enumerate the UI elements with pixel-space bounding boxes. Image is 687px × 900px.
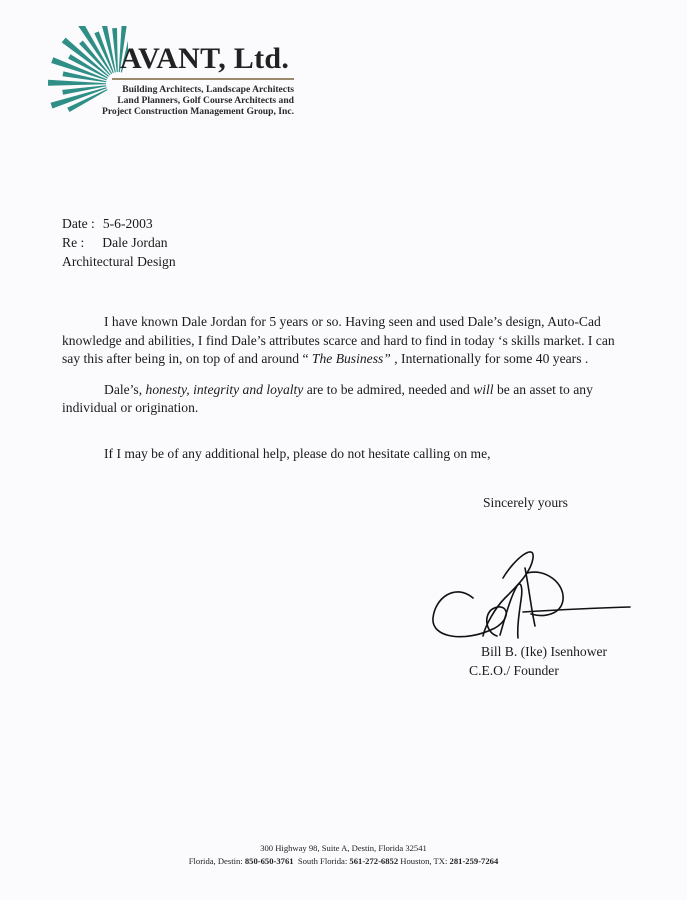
footer-address: 300 Highway 98, Suite A, Destin, Florida 32541 <box>260 843 427 853</box>
houston-phone: 281-259-7264 <box>449 856 499 866</box>
date-value: 5-6-2003 <box>102 216 153 231</box>
p2-italic: honesty, integrity and loyalty <box>145 381 304 397</box>
letter-body <box>62 313 622 476</box>
south-florida-phone: 561-272-6852 <box>349 856 399 866</box>
body-paragraph-3: If I may be of any additional help, please do not hesitate calling on me, <box>104 445 491 461</box>
company-tagline <box>84 84 294 118</box>
p2-middle: are to be admired, needed and <box>303 381 474 397</box>
footer-phones <box>0 855 687 868</box>
body-paragraph-2 <box>62 381 622 418</box>
p2-start: Dale’s, <box>104 381 146 397</box>
destin-phone: 850-650-3761 <box>244 856 294 866</box>
closing: Sincerely yours <box>483 495 568 510</box>
memo-header <box>62 214 176 271</box>
re-label: Re : <box>62 235 85 250</box>
destin-label: Florida, Destin: <box>188 856 245 866</box>
handwritten-signature <box>425 538 635 648</box>
subject-line: Architectural Design <box>62 254 176 269</box>
signer-name: Bill B. (Ike) Isenhower <box>481 644 608 659</box>
p1-text: I have known Dale Jordan for 5 years or so. Having seen and used Dale’s design, Auto-Cad knowledge and abilities, I find Dale’s attributes scarce and hard to find in today ‘s skills market. I can say this after being in, on top of and around “ <box>62 314 615 367</box>
sunburst-logo-icon <box>18 26 128 136</box>
houston-label: Houston, TX: <box>398 856 450 866</box>
tagline-line: Land Planners, Golf Course Architects and <box>117 95 294 107</box>
date-label: Date : <box>62 216 95 231</box>
p1-tail: , Internationally for some 40 years . <box>394 351 589 367</box>
tagline-line: Project Construction Management Group, Inc. <box>101 106 294 118</box>
re-value: Dale Jordan <box>102 235 168 250</box>
letter-footer <box>0 842 687 868</box>
company-name: AVANT, Ltd. <box>120 42 290 75</box>
re-row <box>62 233 176 252</box>
south-florida-label: South Florida: <box>293 856 350 866</box>
tagline-line: Building Architects, Landscape Architects <box>122 84 294 95</box>
p2-end: be an asset to any individual or origination. <box>62 381 593 416</box>
letterhead-rule <box>112 78 294 80</box>
signer-title: C.E.O./ Founder <box>469 663 559 678</box>
p2-will: will <box>473 381 494 397</box>
date-row <box>62 214 176 233</box>
body-paragraph-1 <box>62 313 622 369</box>
signer-block <box>469 642 608 680</box>
p1-italic: The Business” <box>308 351 395 367</box>
